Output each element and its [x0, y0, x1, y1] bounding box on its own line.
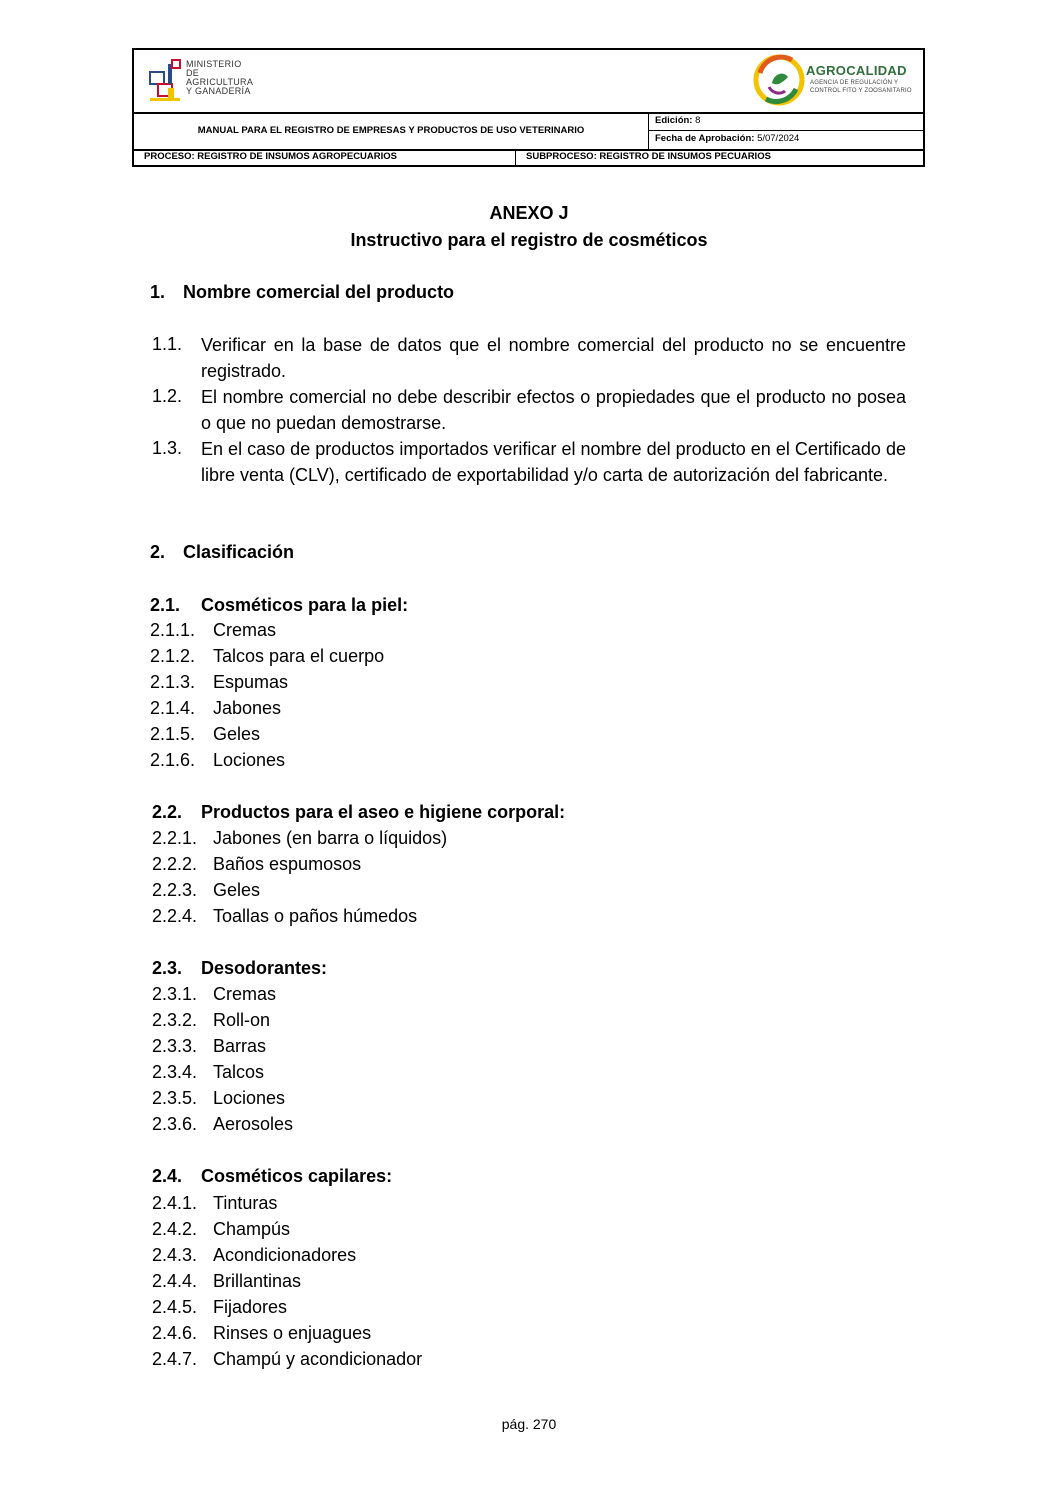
list-item: Talcos: [213, 1062, 265, 1082]
list-item-number: 2.3.4.: [152, 1062, 198, 1082]
section-2-number: 2.: [150, 542, 166, 562]
list-item-number: 2.2.1.: [152, 828, 198, 848]
list-item-number: 2.4.5.: [152, 1297, 198, 1317]
list-item-number: 2.3.3.: [152, 1036, 198, 1056]
list-item: Geles: [213, 880, 261, 900]
list-item: Geles: [213, 724, 261, 744]
section-1-number: 1.: [150, 282, 166, 302]
subsection-number: 2.1.: [150, 595, 181, 615]
list-item-number: 2.4.2.: [152, 1219, 198, 1239]
list-item: Roll-on: [213, 1010, 271, 1030]
list-item-number: 2.4.6.: [152, 1323, 198, 1343]
subprocess-label: SUBPROCESO: REGISTRO DE INSUMOS PECUARIOS: [526, 151, 771, 162]
list-item-number: 2.4.4.: [152, 1271, 198, 1291]
list-item-number: 2.2.2.: [152, 854, 198, 874]
list-item-number: 2.2.3.: [152, 880, 198, 900]
list-item: Barras: [213, 1036, 267, 1056]
annex-title: ANEXO J: [489, 203, 569, 223]
item-text: Verificar en la base de datos que el nombre comercial del producto no se encuentre registrado.: [201, 335, 906, 381]
list-item: Cremas: [213, 984, 277, 1004]
list-item: Acondicionadores: [213, 1245, 357, 1265]
list-item: Brillantinas: [213, 1271, 302, 1291]
list-item-number: 2.2.4.: [152, 906, 198, 926]
list-item: Talcos para el cuerpo: [213, 646, 385, 666]
list-item-number: 2.3.6.: [152, 1114, 198, 1134]
subsection-title: Cosméticos capilares:: [201, 1166, 393, 1186]
list-item-number: 2.3.5.: [152, 1088, 198, 1108]
edition-field: Edición: 8: [649, 112, 923, 131]
subsection-title: Productos para el aseo e higiene corporal:: [201, 802, 566, 822]
annex-subtitle: Instructivo para el registro de cosméticos: [350, 230, 708, 250]
list-item: Jabones: [213, 698, 282, 718]
process-label: PROCESO: REGISTRO DE INSUMOS AGROPECUARIOS: [134, 149, 516, 165]
item-number: 1.3.: [152, 438, 183, 458]
section-1-title: Nombre comercial del producto: [183, 282, 455, 302]
subsection-number: 2.2.: [152, 802, 183, 822]
list-item-number: 2.1.2.: [150, 646, 196, 666]
list-item-number: 2.3.1.: [152, 984, 198, 1004]
list-item: Lociones: [213, 750, 286, 770]
subsection-number: 2.3.: [152, 958, 183, 978]
list-item: Aerosoles: [213, 1114, 294, 1134]
list-item: Toallas o paños húmedos: [213, 906, 418, 926]
list-item: Cremas: [213, 620, 277, 640]
item-number: 1.1.: [152, 334, 183, 354]
edition-value: 8: [695, 115, 701, 126]
agency-name: AGROCALIDAD: [806, 63, 907, 78]
page-number: pág. 270: [501, 1416, 557, 1432]
list-item: Espumas: [213, 672, 289, 692]
list-item-number: 2.1.4.: [150, 698, 196, 718]
list-item-number: 2.1.1.: [150, 620, 196, 640]
list-item-number: 2.4.3.: [152, 1245, 198, 1265]
section-2-title: Clasificación: [183, 542, 295, 562]
list-item-number: 2.4.7.: [152, 1349, 198, 1369]
list-item: Jabones (en barra o líquidos): [213, 828, 448, 848]
approval-date-field: Fecha de Aprobación: 5/07/2024: [655, 133, 800, 144]
manual-title: MANUAL PARA EL REGISTRO DE EMPRESAS Y PRODUCTOS DE USO VETERINARIO: [134, 112, 649, 149]
subsection-title: Desodorantes:: [201, 958, 328, 978]
list-item: Champú y acondicionador: [213, 1349, 423, 1369]
list-item: Lociones: [213, 1088, 286, 1108]
item-text: El nombre comercial no debe describir efectos o propiedades que el producto no posea o que no puedan demostrarse.: [201, 387, 906, 433]
ministry-name: MINISTERIO DE AGRICULTURA Y GANADERÍA: [186, 59, 254, 96]
list-item: Champús: [213, 1219, 291, 1239]
item-text: En el caso de productos importados verificar el nombre del producto en el Certificado de libre venta (CLV), certificado de exportabilidad y/o carta de autorización del fabricante.: [201, 439, 906, 485]
list-item: Fijadores: [213, 1297, 288, 1317]
list-item-number: 2.3.2.: [152, 1010, 198, 1030]
list-item: Tinturas: [213, 1193, 278, 1213]
list-item-number: 2.1.5.: [150, 724, 196, 744]
list-item: Rinses o enjuagues: [213, 1323, 372, 1343]
item-number: 1.2.: [152, 386, 183, 406]
agency-subtitle: AGENCIA DE REGULACIÓN Y CONTROL FITO Y ZOOSANITARIO: [810, 80, 912, 94]
subsection-number: 2.4.: [152, 1166, 183, 1186]
list-item-number: 2.4.1.: [152, 1193, 198, 1213]
subsection-title: Cosméticos para la piel:: [201, 595, 409, 615]
list-item: Baños espumosos: [213, 854, 362, 874]
list-item-number: 2.1.3.: [150, 672, 196, 692]
list-item-number: 2.1.6.: [150, 750, 196, 770]
approval-date-value: 5/07/2024: [757, 133, 800, 144]
